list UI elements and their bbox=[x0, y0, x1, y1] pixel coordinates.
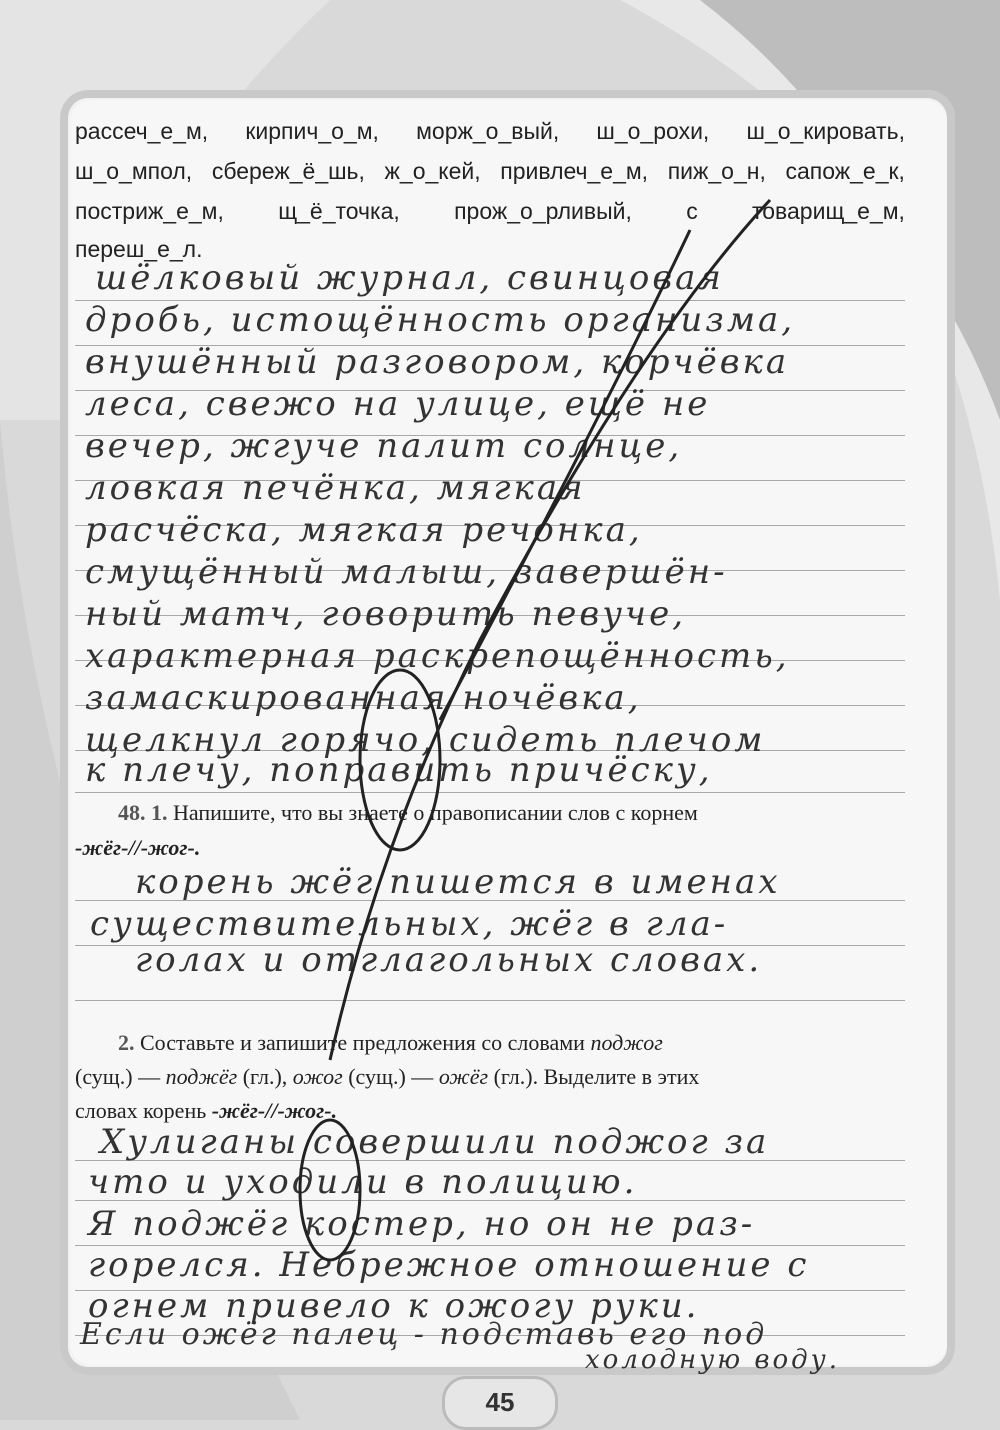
handwritten-line: леса, свежо на улице, ещё не bbox=[85, 384, 711, 424]
word: ш_о_рохи, bbox=[596, 118, 710, 144]
handwritten-line: внушённый разговором, корчёвка bbox=[85, 342, 790, 382]
word: ж_о_кей, bbox=[384, 158, 481, 184]
handwritten-line: замаскированная ночёвка, bbox=[85, 678, 642, 718]
handwritten-line: к плечу, поправить причёску, bbox=[85, 750, 713, 790]
word: постриж_е_м, bbox=[75, 198, 224, 224]
handwritten-line: характерная раскрепощённость, bbox=[85, 636, 790, 676]
task-word: ожёг bbox=[438, 1064, 489, 1089]
word: кирпич_о_м, bbox=[245, 118, 379, 144]
word: сапож_е_к, bbox=[785, 158, 905, 184]
word: щ_ё_точка, bbox=[278, 198, 400, 224]
task-text: (сущ.) — bbox=[348, 1064, 434, 1089]
handwritten-line: ловкая печёнка, мягкая bbox=[85, 468, 586, 508]
handwritten-line: огнем привело к ожогу руки. bbox=[88, 1286, 700, 1326]
handwritten-line: холодную воду. bbox=[585, 1345, 840, 1375]
task-root: -жёг-//-жог-. bbox=[211, 1098, 338, 1123]
task-text: Составьте и запишите предложения со словами bbox=[140, 1030, 585, 1055]
word: с bbox=[686, 198, 698, 224]
task-word: поджёг bbox=[165, 1064, 238, 1089]
word: пиж_о_н, bbox=[667, 158, 766, 184]
word: ш_о_кировать, bbox=[746, 118, 905, 144]
handwritten-line: смущённый малыш, завершён- bbox=[85, 552, 728, 592]
task-subnumber: 1. bbox=[151, 800, 168, 825]
word: переш_е_л. bbox=[75, 236, 203, 262]
word: сбереж_ё_шь, bbox=[211, 158, 365, 184]
task-subnumber: 2. bbox=[118, 1030, 135, 1055]
task-text: словах корень bbox=[75, 1098, 207, 1123]
handwritten-line: Если ожёг палец - подставь его под bbox=[80, 1317, 768, 1352]
handwritten-line: существительных, жёг в гла- bbox=[90, 904, 729, 944]
task-word: поджог bbox=[590, 1030, 663, 1055]
handwritten-line: Я поджёг костер, но он не раз- bbox=[88, 1204, 756, 1244]
handwritten-line: горелся. Небрежное отношение с bbox=[88, 1245, 810, 1285]
task-text: (гл.), bbox=[242, 1064, 288, 1089]
task-text: (сущ.) — bbox=[75, 1064, 161, 1089]
handwritten-line: корень жёг пишется в именах bbox=[135, 862, 781, 902]
handwritten-line: расчёска, мягкая речонка, bbox=[85, 510, 643, 550]
word: ш_о_мпол, bbox=[75, 158, 193, 184]
task-word: ожог bbox=[292, 1064, 343, 1089]
page-number-badge: 45 bbox=[442, 1376, 558, 1430]
handwritten-line: шёлковый журнал, свинцовая bbox=[95, 258, 724, 298]
handwritten-line: дробь, истощённость организма, bbox=[85, 300, 796, 340]
task-number: 48. bbox=[118, 800, 146, 825]
handwritten-line: щелкнул горячо, сидеть плечом bbox=[85, 720, 766, 760]
handwritten-line: Хулиганы совершили поджог за bbox=[100, 1122, 770, 1162]
handwritten-line: вечер, жгуче палит солнце, bbox=[85, 426, 683, 466]
handwritten-line: ный матч, говорить певуче, bbox=[85, 594, 686, 634]
word: привлеч_е_м, bbox=[500, 158, 649, 184]
task-text: (гл.). Выделите в этих bbox=[493, 1064, 700, 1089]
task-48-1-root: -жёг-//-жог-. bbox=[75, 835, 201, 860]
word: морж_о_вый, bbox=[416, 118, 560, 144]
task-text: Напишите, что вы знаете о правописании слов с корнем bbox=[173, 800, 698, 825]
word: рассеч_е_м, bbox=[75, 118, 209, 144]
word: товарищ_е_м, bbox=[751, 198, 905, 224]
word: прож_о_рливый, bbox=[454, 198, 632, 224]
handwritten-line: что и уходили в полицию. bbox=[88, 1162, 638, 1202]
handwritten-line: голах и отглагольных словах. bbox=[135, 940, 763, 980]
